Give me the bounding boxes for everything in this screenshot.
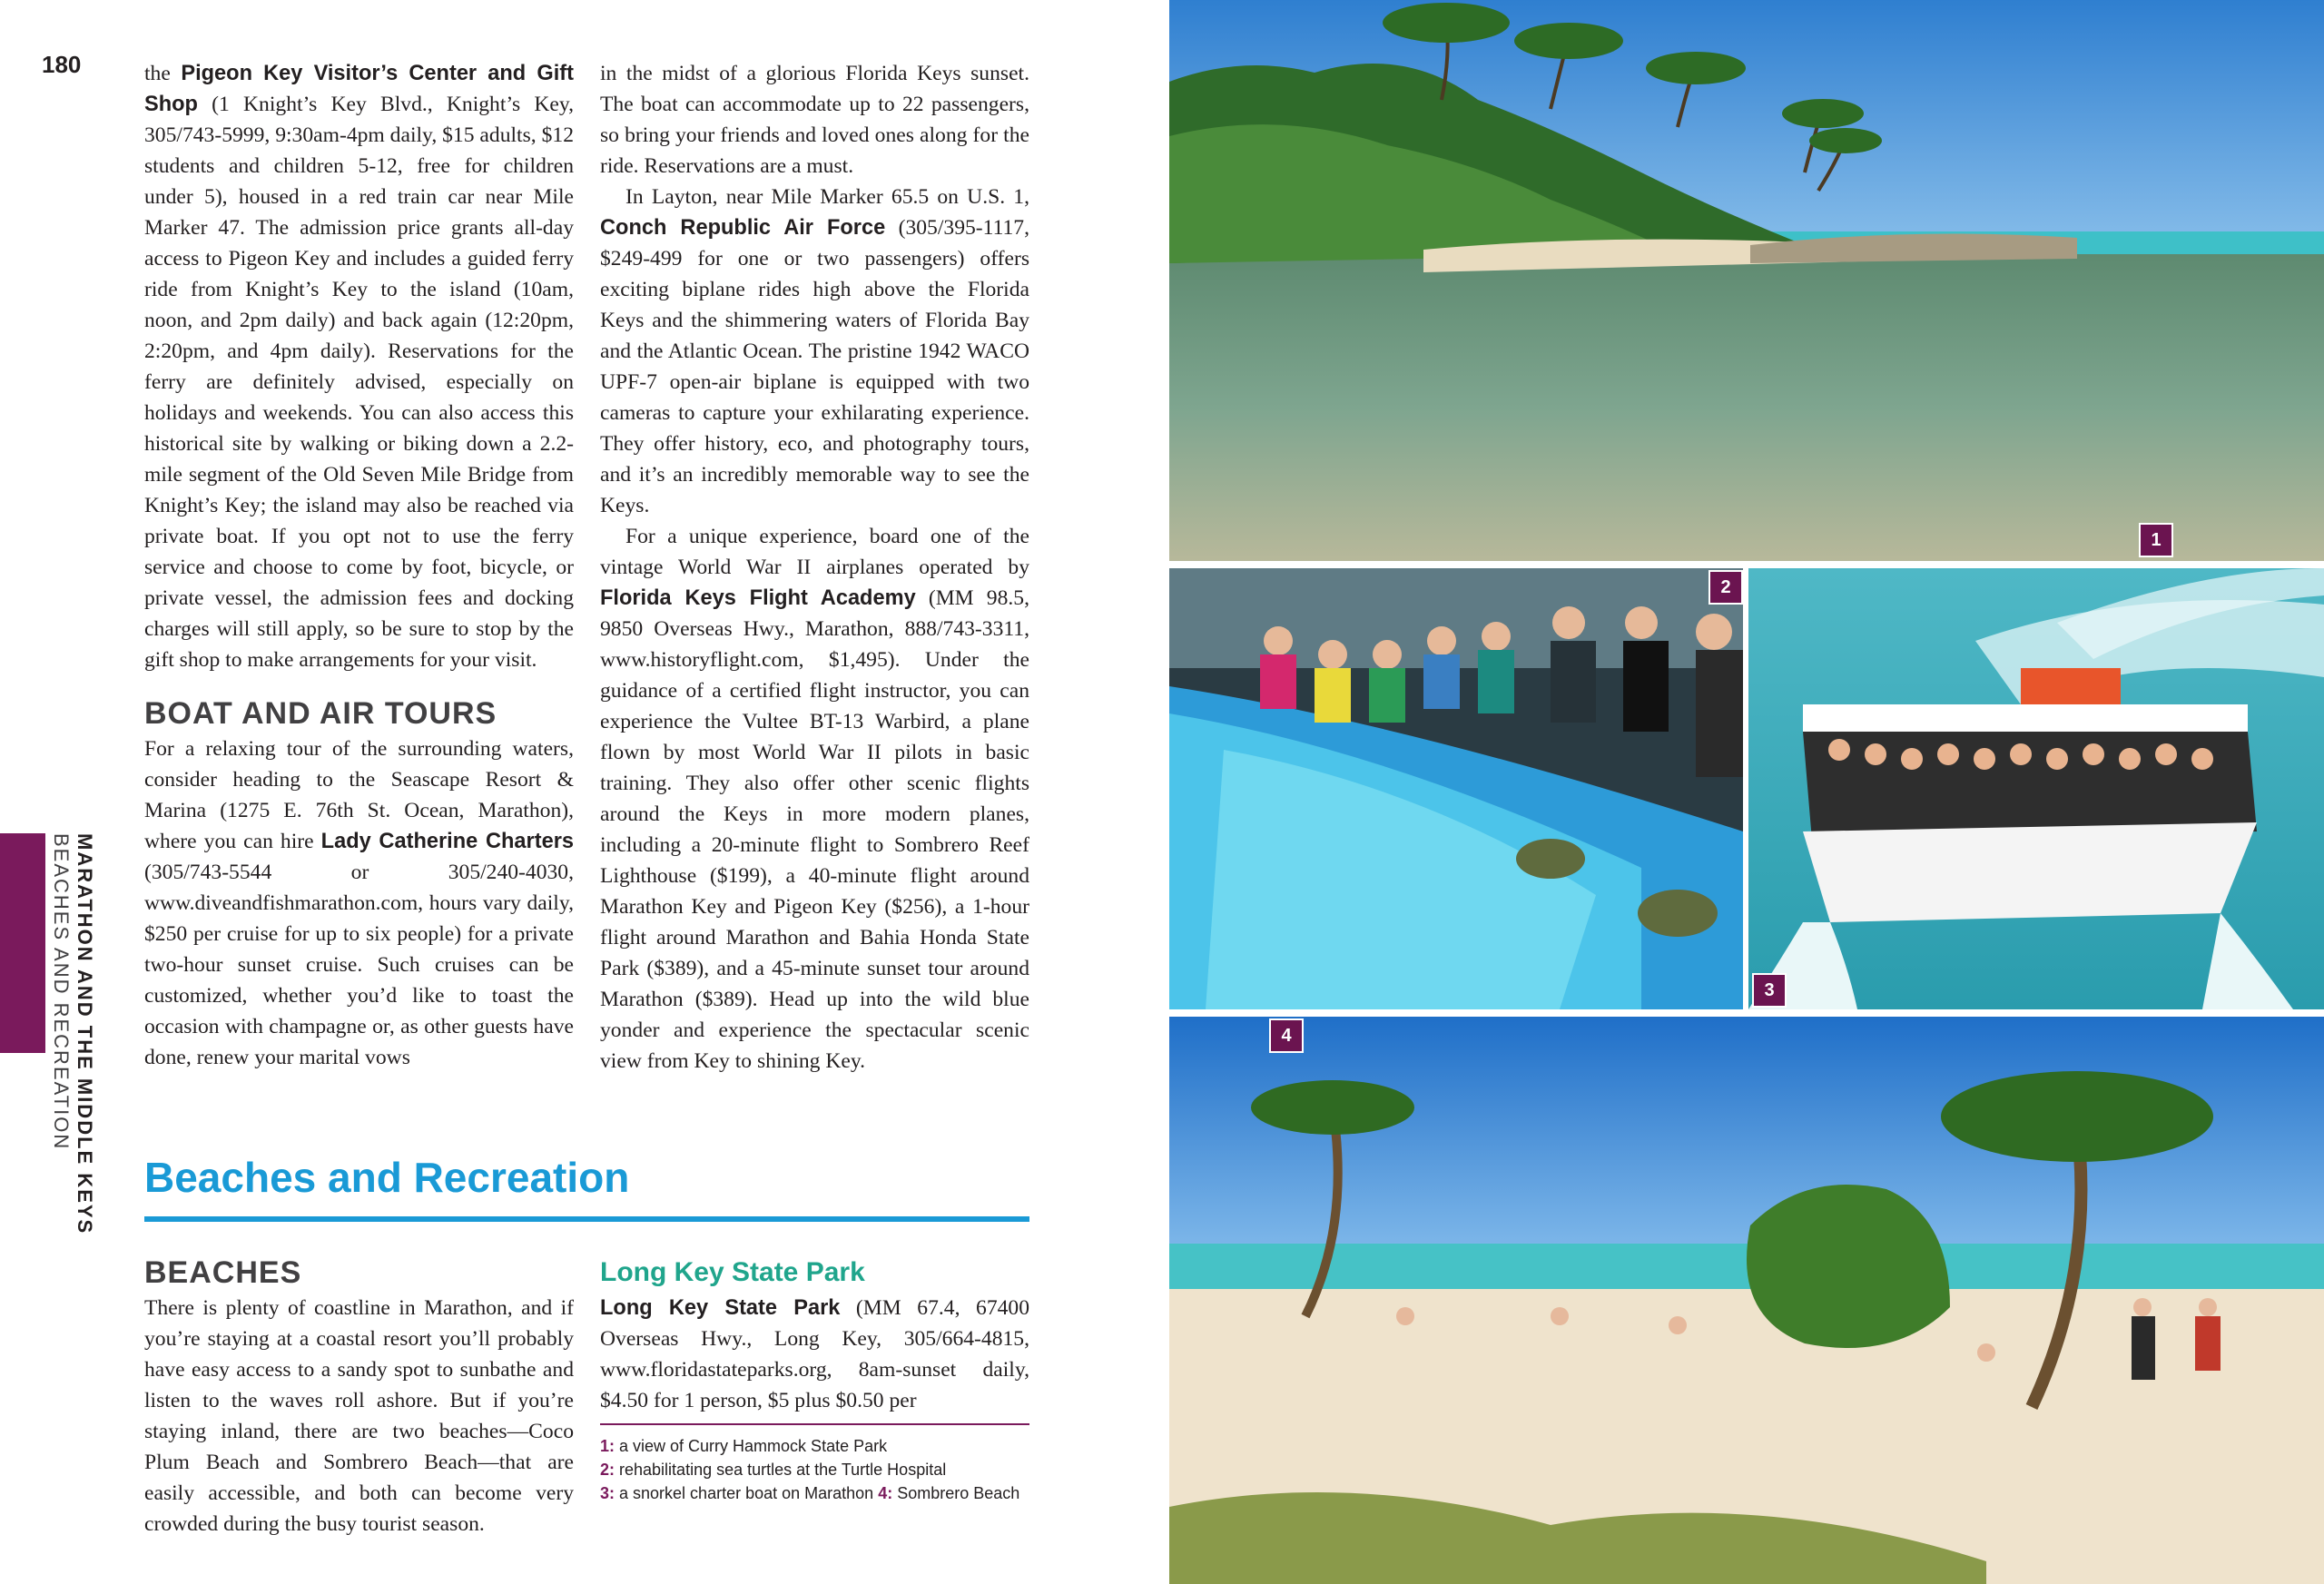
- subheading-boat-air-tours: BOAT AND AIR TOURS: [144, 696, 497, 731]
- paragraph: [144, 58, 574, 675]
- caption-text: rehabilitating sea turtles at the Turtle Hospital: [615, 1461, 947, 1479]
- bold-name: Conch Republic Air Force: [600, 216, 886, 240]
- photo-snorkel-boat: [1748, 568, 2324, 1009]
- photo-turtle-hospital-image: [1169, 568, 1743, 1009]
- paragraph: There is plenty of coastline in Marathon, and if you’re staying at a coastal resort you’ll probably have easy access to a sandy spot to sunbathe and listen to the waves roll ashore. But if you’re staying inland, there are two beaches—Coco Plum Beach and Sombrero Beach—that are easily accessible, and both can become very crowded during the busy tourist season.: [144, 1296, 574, 1536]
- photo-badge-3: 3: [1752, 973, 1787, 1008]
- page-number: 180: [42, 51, 82, 78]
- chapter-tab: [0, 833, 45, 1053]
- photo-badge-4: 4: [1269, 1018, 1304, 1053]
- text: In Layton, near Mile Marker 65.5 on U.S. 1,: [625, 185, 1029, 209]
- bold-name: Pigeon Key Visitor’s Center and Gift Shop: [144, 62, 574, 116]
- section-title: Beaches and Recreation: [144, 1154, 630, 1201]
- photo-sombrero-beach: [1169, 1017, 2324, 1584]
- text: (MM 67.4, 67400 Overseas Hwy., Long Key, 305/664-4815, www.floridastateparks.org, 8am-sunset daily, $4.50 for 1 person, $5 plus $0.50 per: [600, 1296, 1030, 1412]
- caption-number: 4:: [878, 1484, 893, 1502]
- caption-text: a view of Curry Hammock State Park: [615, 1437, 888, 1455]
- caption-line: [600, 1481, 1029, 1505]
- caption-line: [600, 1434, 1029, 1458]
- subheading-long-key: Long Key State Park: [600, 1257, 865, 1287]
- photo-captions: [600, 1434, 1029, 1505]
- text-column-1: [144, 58, 574, 1073]
- photo-badge-1: 1: [2139, 523, 2173, 557]
- photo-curry-hammock: [1169, 0, 2324, 561]
- bold-name: Long Key State Park: [600, 1296, 841, 1320]
- photo-turtle-hospital: [1169, 568, 1743, 1009]
- paragraph: in the midst of a glorious Florida Keys sunset. The boat can accommodate up to 22 passengers, so bring your friends and loved ones along for the ride. Reservations are a must.: [600, 62, 1029, 178]
- section-label: BEACHES AND RECREATION: [50, 833, 73, 1151]
- paragraph: [600, 521, 1029, 1077]
- text: (305/743-5544 or 305/240-4030, www.diveandfishmarathon.com, hours vary daily, $250 per cruise for up to six people) for a private two-hour sunset cruise. Such cruises can be customized, whether you’d like to toast the occasion with champagne or, as other guests have done, renew your marital vows: [144, 861, 574, 1069]
- caption-number: 1:: [600, 1437, 615, 1455]
- running-head: [50, 833, 118, 1251]
- long-key-column: [600, 1253, 1029, 1505]
- paragraph: [144, 733, 574, 1073]
- text: For a relaxing tour of the surrounding waters, consider heading to the Seascape Resort & Marina (1275 E. 76th St. Ocean, Marathon), where you can hire: [144, 737, 574, 853]
- caption-number: 2:: [600, 1461, 615, 1479]
- text: (1 Knight’s Key Blvd., Knight’s Key, 305/743-5999, 9:30am-4pm daily, $15 adults, $12 students and children 5-12, free for children under 5), housed in a red train car near Mile Marker 47. The admission price grants all-day access to Pigeon Key and includes a guided ferry ride from Knight’s Key to the island (10am, noon, and 2pm daily) and back again (12:20pm, 2:20pm, and 4pm daily). Reservations for the ferry are definitely advised, especially on holidays and weekends. You can also access this historical site by walking or biking down a 2.2-mile segment of the Old Seven Mile Bridge from Knight’s Key; the island may also be reached via private boat. If you opt not to use the ferry service and choose to come by foot, bicycle, or private vessel, the admission fees and docking charges will still apply, so be sure to stop by the gift shop to make arrangements for your visit.: [144, 93, 574, 672]
- text: (MM 98.5, 9850 Overseas Hwy., Marathon, 888/743-3311, www.historyflight.com, $1,495). Under the guidance of a certified flight instructor, you can experience the Vultee BT-13 Warbird, a plane flown by most World War II pilots in basic training. They also offer other scenic flights around the Keys in more modern planes, including a 20-minute flight to Sombrero Reef Lighthouse ($199), a 40-minute flight around Marathon Key and Pigeon Key ($256), a 1-hour flight around Marathon and Bahia Honda State Park ($389), and a 45-minute sunset tour around Marathon ($389). Head up into the wild blue yonder and experience the spectacular scenic view from Key to shining Key.: [600, 586, 1029, 1073]
- section-rule: [144, 1216, 1029, 1222]
- text: (305/395-1117, $249-499 for one or two passengers) offers exciting biplane rides high above the Florida Keys and the shimmering waters of Florida Bay and the Atlantic Ocean. The pristine 1942 WACO UPF-7 open-air biplane is equipped with two cameras to capture your exhilarating experience. They offer history, eco, and photography tours, and it’s an incredibly memorable way to see the Keys.: [600, 216, 1029, 517]
- caption-text: a snorkel charter boat on Marathon: [615, 1484, 879, 1502]
- photo-snorkel-boat-image: [1748, 568, 2324, 1009]
- chapter-label: MARATHON AND THE MIDDLE KEYS: [74, 833, 96, 1235]
- caption-line: [600, 1458, 1029, 1481]
- caption-text: Sombrero Beach: [892, 1484, 1020, 1502]
- photo-sombrero-beach-image: [1169, 1017, 2324, 1584]
- bold-name: Lady Catherine Charters: [320, 830, 574, 853]
- beaches-column: [144, 1253, 574, 1540]
- caption-rule: [600, 1423, 1029, 1425]
- paragraph: [600, 1293, 1029, 1416]
- paragraph: [600, 182, 1029, 521]
- text: the: [144, 62, 182, 85]
- caption-number: 3:: [600, 1484, 615, 1502]
- bold-name: Florida Keys Flight Academy: [600, 586, 916, 610]
- photo-badge-2: 2: [1709, 570, 1743, 605]
- photo-curry-hammock-image: [1169, 0, 2324, 561]
- text: For a unique experience, board one of the vintage World War II airplanes operated by: [600, 525, 1029, 579]
- subheading-beaches: BEACHES: [144, 1255, 302, 1290]
- text-column-2: [600, 58, 1029, 1077]
